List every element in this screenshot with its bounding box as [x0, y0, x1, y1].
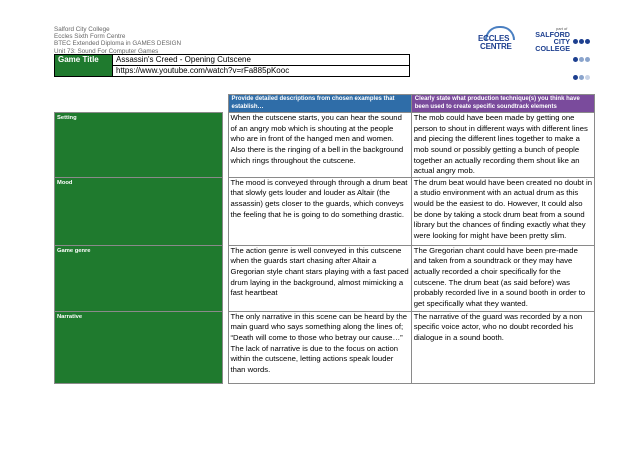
header-line: Unit 73: Sound For Computer Games: [54, 47, 159, 55]
mood-description: The mood is conveyed through through a drum beat that slowly gets louder and louder as Altair (the assassin) gets closer to the guards, which conveys the feeling that he is going to do something drastic.: [228, 177, 411, 245]
logo-text: CENTRE: [480, 42, 512, 51]
game-title-label: Game Title: [55, 55, 113, 77]
game-info-table: [54, 54, 410, 77]
analysis-table: [54, 94, 595, 384]
logo-text: part of: [556, 26, 568, 31]
logo-text: COLLEGE: [535, 44, 570, 53]
setting-description: When the cutscene starts, you can hear the sound of an angry mob which is shouting at the people who are in front of the hanged men and women. Also there is the ringing of a bell in the background which rings throughout the cutscene.: [228, 113, 411, 178]
setting-technique: The mob could have been made by getting one person to shout in different ways with different lines and piecing the different lines together to make a mob sound or possibly getting a bunch of people together an actually recording them shout like an actual angry mob.: [411, 113, 594, 178]
row-label-mood: Mood: [55, 177, 223, 245]
logo-dots-icon: [572, 32, 592, 86]
header-line: Salford City College: [54, 26, 110, 33]
salford-city-college-logo: [530, 26, 592, 52]
eccles-centre-logo: [478, 26, 520, 52]
game-title-value: Assassin's Creed - Opening Cutscene: [113, 55, 410, 66]
game-url: https://www.youtube.com/watch?v=rFa885pKooc: [113, 66, 410, 77]
logo-text: ECCLES: [478, 34, 510, 43]
narrative-description: The only narrative in this scene can be heard by the main guard who says something along the lines of; “Death will come to those who betray our cause…” The lack of narrative is due to the focus on action within the cutscene, letting actions speak louder than words.: [228, 311, 411, 383]
logo-text: SALFORD: [535, 30, 570, 39]
genre-description: The action genre is well conveyed in this cutscene when the guards start chasing after Altair a Gregorian style chant stars playing with a fast paced drum laying in the background, almost mimicking a fast heartbeat: [228, 245, 411, 311]
header-line: Eccles Sixth Form Centre: [54, 33, 126, 41]
row-label-game-genre: Game genre: [55, 245, 223, 311]
mood-technique: The drum beat would have been created no doubt in a studio environment with an actual drum as this would be the easiest to do. However, It could also be done by taking a stock drum beat from a sound library but the chances of finding exactly what they were looking for might have been pretty slim.: [411, 177, 594, 245]
row-label-narrative: Narrative: [55, 311, 223, 383]
genre-technique: The Gregorian chant could have been pre-made and taken from a soundtrack or they may have actually recorded a choir specifically for the cutscene. The drum beat (as said before) was probably recorded live in a sound booth in order to get specifically what they wanted.: [411, 245, 594, 311]
narrative-technique: The narrative of the guard was recorded by a non specific voice actor, who no doubt recorded his dialogue in a sound booth.: [411, 311, 594, 383]
description-column-header: Provide detailed descriptions from chosen examples that establish…: [228, 95, 411, 113]
header-line: BTEC Extended Diploma in GAMES DESIGN: [54, 40, 182, 48]
logo-text: CITY: [553, 37, 570, 46]
row-label-setting: Setting: [55, 113, 223, 178]
college-header: [54, 26, 181, 55]
technique-column-header: Clearly state what production technique(s) you think have been used to create specific soundtrack elements: [411, 95, 594, 113]
